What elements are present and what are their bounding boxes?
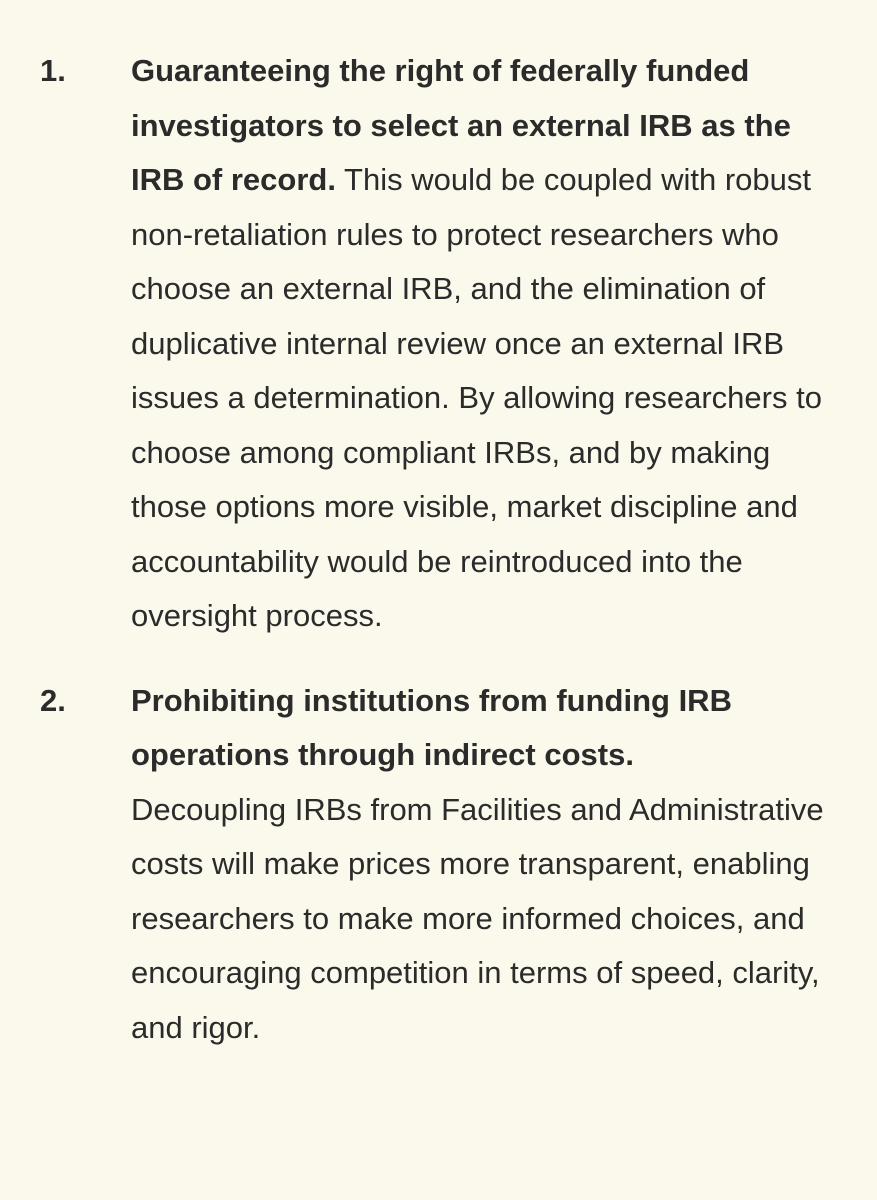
numbered-list: [0, 44, 877, 1085]
list-item: [0, 674, 877, 1056]
item-lead-bold: Prohibiting institutions from funding IRB operations through indirect costs.: [131, 682, 732, 772]
item-body-text: Decoupling IRBs from Facilities and Administrative costs will make prices more transparent, enabling researchers to make more informed choices, and encouraging competition in terms of speed, clarity, and rigor.: [131, 791, 824, 1045]
item-body-text: This would be coupled with robust non-retaliation rules to protect researchers who choose an external IRB, and the elimination of duplicative internal review once an external IRB issues a determination. By allowing researchers to choose among compliant IRBs, and by making those options more visible, market discipline and accountability would be reintroduced into the oversight process.: [131, 162, 822, 633]
item-number: 2.: [40, 682, 66, 718]
item-lead-bold: Guaranteeing the right of federally funded investigators to select an external IRB as the IRB of record.: [131, 53, 791, 197]
item-number: 1.: [40, 53, 66, 88]
list-item: [0, 44, 877, 644]
